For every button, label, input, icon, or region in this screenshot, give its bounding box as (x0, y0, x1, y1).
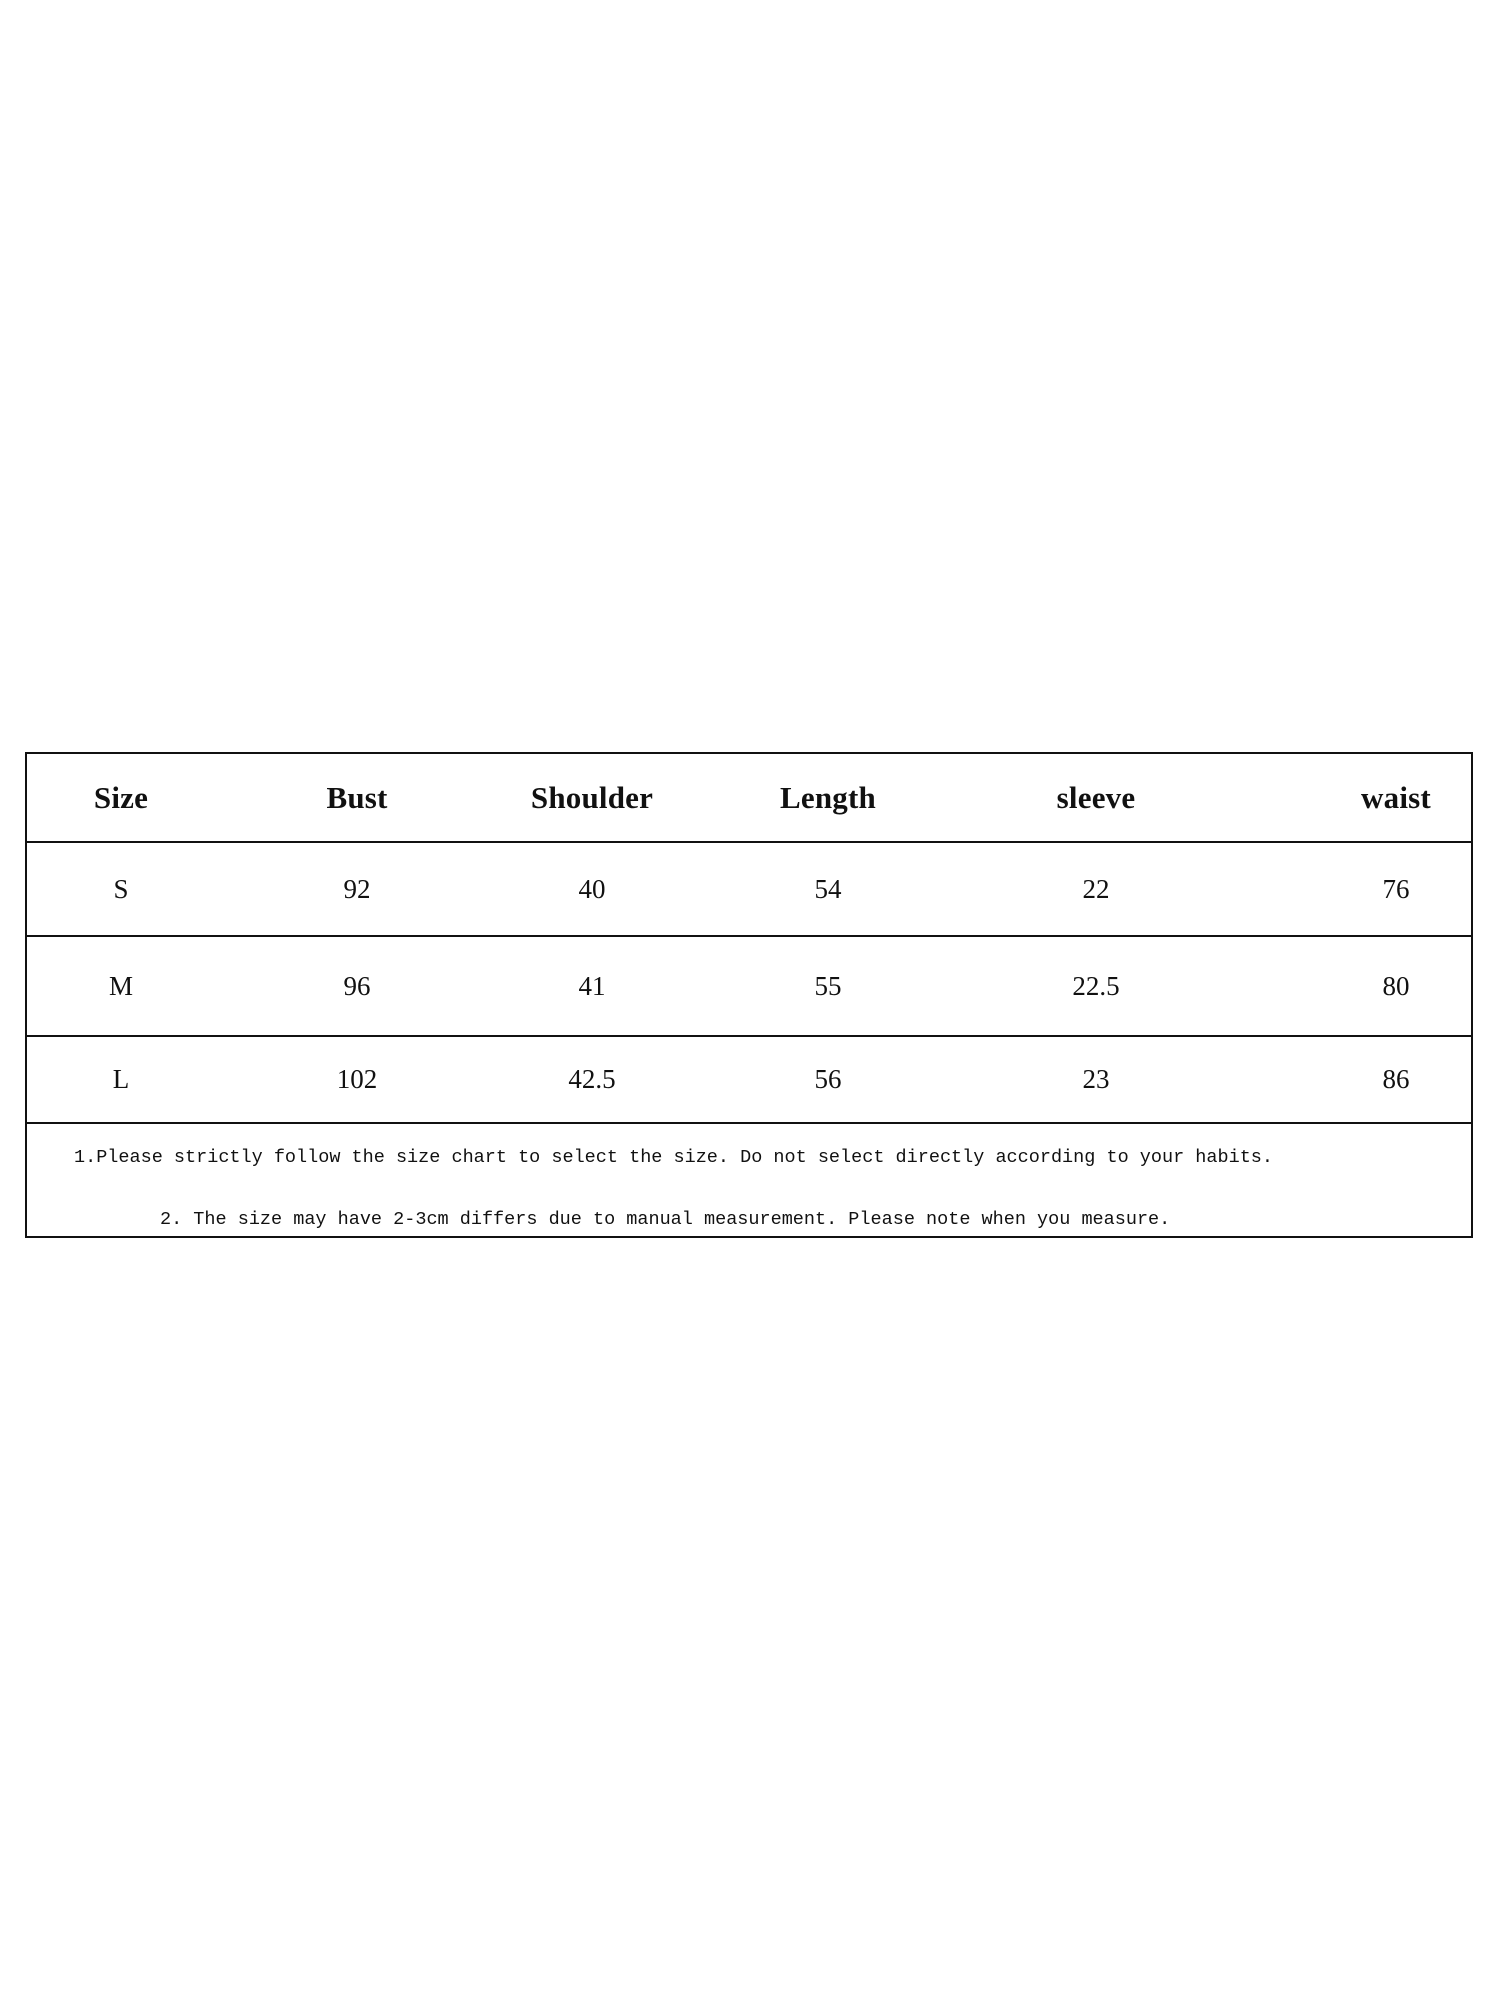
note-text: 2. The size may have 2-3cm differs due to manual measurement. Please note when you measure. (160, 1209, 1171, 1230)
cell-sleeve: 22 (1082, 873, 1110, 904)
header-waist: waist (1361, 779, 1431, 815)
cell-sleeve: 22.5 (1072, 970, 1120, 1001)
cell-bust: 92 (343, 873, 371, 904)
header-size: Size (93, 779, 149, 815)
cell-length: 56 (814, 1064, 842, 1094)
table-header-row (27, 754, 1471, 843)
notes-section (27, 1124, 1471, 1236)
cell-shoulder: 42.5 (568, 1064, 616, 1094)
table-row (27, 1037, 1471, 1124)
cell-size: M (108, 970, 134, 1001)
header-bust: Bust (326, 779, 388, 815)
cell-length: 55 (814, 970, 842, 1001)
header-length: Length (780, 779, 876, 815)
note-text: 1.Please strictly follow the size chart to select the size. Do not select directly according to your habits. (74, 1147, 1273, 1168)
table-row (27, 843, 1471, 937)
cell-bust: 96 (343, 970, 371, 1001)
cell-waist: 86 (1382, 1064, 1410, 1094)
cell-sleeve: 23 (1082, 1064, 1110, 1094)
cell-size: S (113, 873, 129, 904)
cell-length: 54 (814, 873, 842, 904)
cell-bust: 102 (336, 1064, 378, 1094)
header-shoulder: Shoulder (530, 779, 654, 815)
cell-shoulder: 41 (578, 970, 606, 1001)
cell-waist: 80 (1382, 970, 1410, 1001)
cell-size: L (112, 1064, 130, 1094)
size-chart-table (25, 752, 1473, 1238)
cell-shoulder: 40 (578, 873, 606, 904)
cell-waist: 76 (1382, 873, 1410, 904)
table-row (27, 937, 1471, 1037)
header-sleeve: sleeve (1056, 779, 1136, 815)
